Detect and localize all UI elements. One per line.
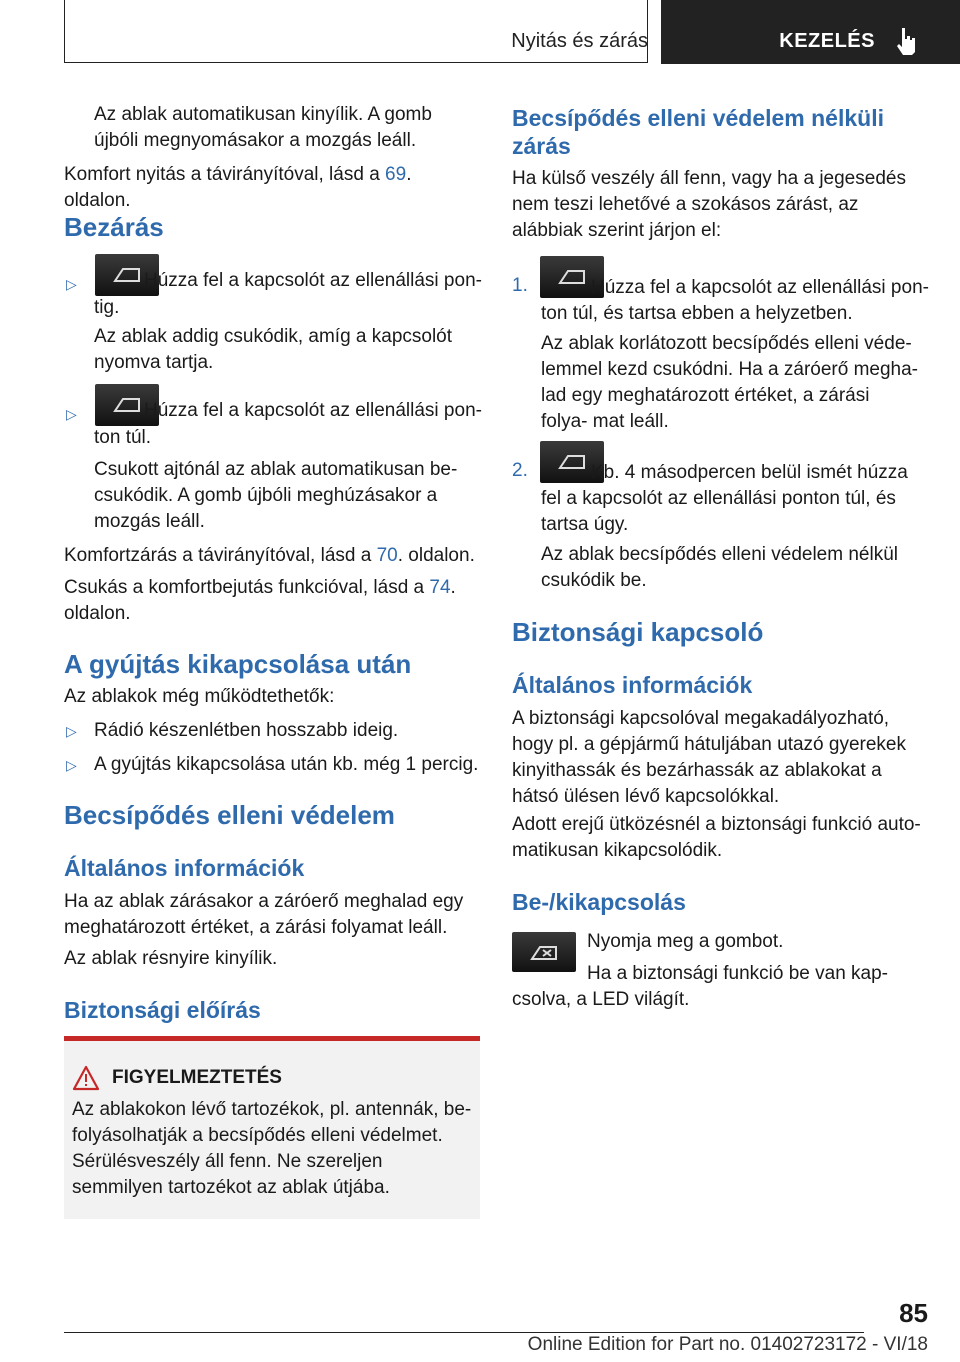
heading-on-off: Be-/kikapcsolás [512,889,686,915]
close-step2-detail: Csukott ajtónál az ablak automatikusan be- csukódik. A gomb újbóli meghúzásakor a mozgás leáll. [94,459,458,532]
page-link-69[interactable]: 69 [385,164,407,185]
step1-detail: Az ablak korlátozott becsípődés elleni véde- lemmel kezd csukódni. Ha a záróerő megha- lad egy meghatározott értéket, a zárási folya- mat leáll. [541,333,919,432]
step2-detail: Az ablak becsípődés elleni védelem nélkül csukódik be. [541,544,898,591]
warning-triangle-icon [72,1065,100,1091]
header-section-title: Nyitás és zárás [511,30,648,52]
heading-close-without-pinch-protection: Becsípődés elleni védelem nélküli zárás [512,105,884,159]
window-opens-slightly-text: Az ablak résnyire kinyílik. [64,948,278,969]
child-lock-button-icon [512,932,576,972]
heading-safety-switch: Biztonsági kapcsoló [512,617,764,647]
warning-title: FIGYELMEZTETÉS [112,1067,282,1088]
windows-operable-text: Az ablakok még működtethetők: [64,686,335,707]
led-text-line2: csolva, a LED világít. [512,989,690,1010]
reference-text-end: . oldalon. [64,164,412,211]
bullet-triangle-icon: ▷ [66,757,77,773]
reference-text-end: . oldalon. [397,545,475,566]
list-item-one-minute: A gyújtás kikapcsolása után kb. még 1 percig. [94,754,479,775]
heading-safety-note: Biztonsági előírás [64,997,261,1023]
safety-switch-crash-text: Adott erejű ütközésnél a biztonsági funkció auto- matikusan kikapcsolódik. [512,814,921,861]
step-number-2: 2. [512,460,528,481]
step1-line1: Húzza fel a kapcsolót az ellenállási pon- [591,277,929,298]
heading-after-ignition-off: A gyújtás kikapcsolása után [64,649,412,679]
bullet-triangle-icon: ▷ [66,723,77,739]
press-button-text: Nyomja meg a gombot. [587,931,784,952]
heading-general-info: Általános információk [64,855,305,881]
reference-text: Csukás a komfortbejutás funkcióval, lásd a [64,577,430,598]
heading-general-info-2: Általános információk [512,672,753,698]
step2-line1: Kb. 4 másodpercen belül ismét húzza [591,462,908,483]
footer-edition: Online Edition for Part no. 01402723172 - VI/18 [527,1334,928,1355]
reference-text: Komfort nyitás a távirányítóval, lásd a [64,164,386,185]
header-chapter-title: KEZELÉS [779,30,875,52]
step-number-1: 1. [512,275,528,296]
led-text-line1: Ha a biztonsági funkció be van kap- [587,963,889,984]
page-number: 85 [899,1298,928,1328]
page-link-74[interactable]: 74 [429,577,451,598]
safety-switch-description: A biztonsági kapcsolóval megakadályozható, hogy pl. a gépjármű hátuljában utazó gyerekek kinyithassák és bezárhassák az ablakokat a hátsó ülésen lévő kapcsolókkal. [512,708,906,807]
pinch-protection-text: Ha az ablak zárásakor a záróerő meghalad egy meghatározott értéket, a zárási folyamat leáll. [64,891,464,938]
comfort-close-reference [64,543,480,569]
warning-text: Az ablakokon lévő tartozékok, pl. antennák, be- folyásolhatják a becsípődés elleni védelmet. Sérülésveszély áll fenn. Ne szereljen semmilyen tartozékot az ablak útjába. [72,1099,472,1198]
close-step2-line1: Húzza fel a kapcsolót az ellenállási pon- [144,400,482,421]
reference-text-end: . oldalon. [64,577,456,624]
bullet-triangle-icon: ▷ [66,406,77,422]
close-without-protection-intro: Ha külső veszély áll fenn, vagy ha a jegesedés nem teszi lehetővé a szokásos zárást, az alábbiak szerint járjon el: [512,168,906,241]
step2-line2: fel a kapcsolót az ellenállási ponton túl, és tartsa úgy. [541,488,896,535]
intro-paragraph: Az ablak automatikusan kinyílik. A gomb újbóli megnyomásakor a mozgás leáll. [94,104,432,151]
close-step2-line2: ton túl. [94,427,152,448]
hand-pointer-icon [894,26,918,56]
step1-line2: ton túl, és tartsa ebben a helyzetben. [541,303,853,324]
warning-box [64,1036,480,1219]
heading-pinch-protection: Becsípődés elleni védelem [64,800,395,830]
close-step1-line2: tig. [94,297,120,318]
comfort-access-reference [64,575,464,627]
comfort-open-reference [64,162,480,214]
footer-divider [64,1332,864,1333]
list-item-radio-standby: Rádió készenlétben hosszabb ideig. [94,720,399,741]
close-step1-line1: Húzza fel a kapcsolót az ellenállási pon- [144,270,482,291]
bullet-triangle-icon: ▷ [66,276,77,292]
close-step1-detail: Az ablak addig csukódik, amíg a kapcsolót nyomva tartja. [94,326,453,373]
heading-closing: Bezárás [64,212,164,242]
page-link-70[interactable]: 70 [376,545,398,566]
header-chapter-box [661,0,960,64]
reference-text: Komfortzárás a távirányítóval, lásd a [64,545,377,566]
